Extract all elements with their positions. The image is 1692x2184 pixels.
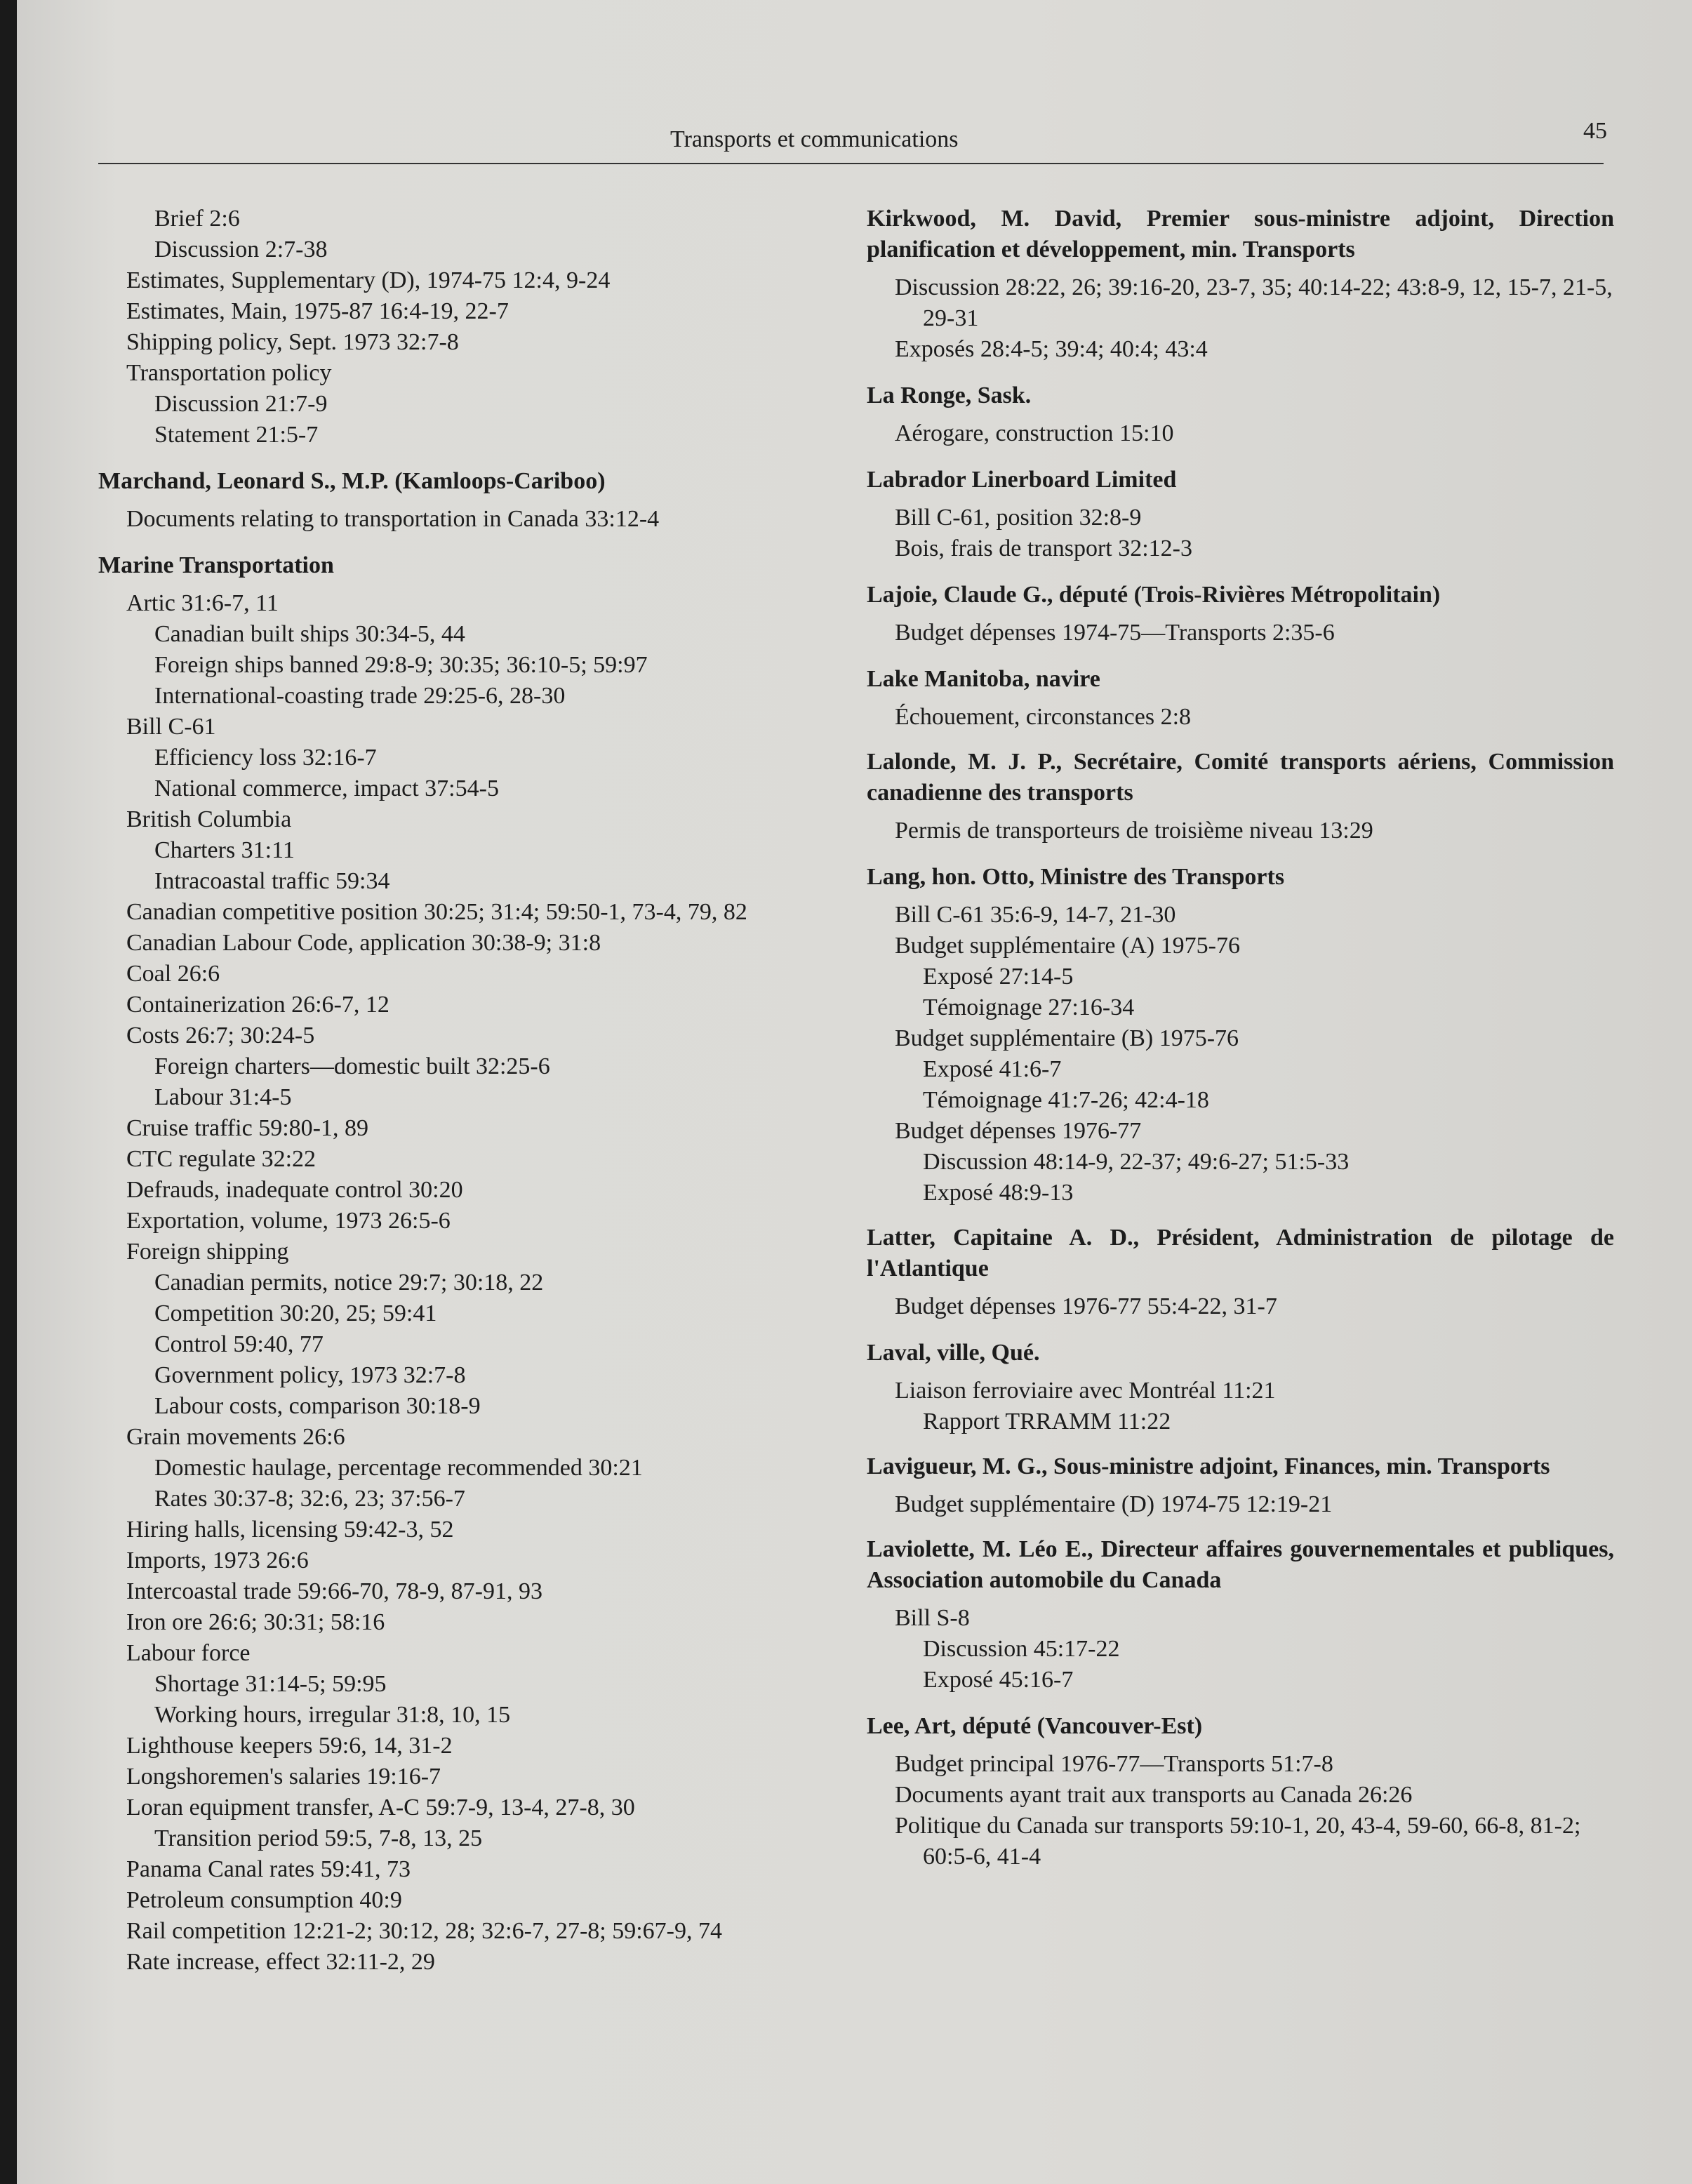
- index-entry: Liaison ferroviaire avec Montréal 11:21: [895, 1378, 1276, 1404]
- index-entry: Brief 2:6: [154, 206, 240, 232]
- index-entry: Shipping policy, Sept. 1973 32:7-8: [126, 329, 459, 355]
- index-entry: Rapport TRRAMM 11:22: [923, 1409, 1171, 1434]
- index-entry: Politique du Canada sur transports 59:10-1, 20, 43-4, 59-60, 66-8, 81-2; 60:5-6, 41-4: [895, 1813, 1581, 1870]
- index-entry: Labour 31:4-5: [154, 1084, 292, 1110]
- index-entry: Statement 21:5-7: [154, 422, 319, 448]
- index-heading: Marine Transportation: [98, 552, 334, 578]
- index-entry: Defrauds, inadequate control 30:20: [126, 1177, 463, 1203]
- index-heading: Laviolette, M. Léo E., Directeur affaires gouvernementales et publiques, Association automobile du Canada: [867, 1536, 1614, 1593]
- index-entry: Budget dépenses 1974-75—Transports 2:35-6: [895, 620, 1335, 646]
- index-entry: Government policy, 1973 32:7-8: [154, 1362, 466, 1388]
- index-entry: Foreign charters—domestic built 32:25-6: [154, 1053, 550, 1079]
- index-entry: Documents relating to transportation in Canada 33:12-4: [126, 506, 660, 532]
- index-entry: Labour force: [126, 1640, 251, 1666]
- index-column-right: [867, 204, 1614, 1872]
- index-entry: Bill S-8: [895, 1605, 970, 1631]
- index-entry: Bill C-61: [126, 714, 216, 740]
- index-entry: Discussion 21:7-9: [154, 391, 328, 417]
- index-entry: Competition 30:20, 25; 59:41: [154, 1300, 437, 1326]
- index-entry: Petroleum consumption 40:9: [126, 1887, 402, 1913]
- index-entry: Working hours, irregular 31:8, 10, 15: [154, 1702, 511, 1728]
- index-heading: La Ronge, Sask.: [867, 382, 1032, 408]
- index-entry: Discussion 28:22, 26; 39:16-20, 23-7, 35; 40:14-22; 43:8-9, 12, 15-7, 21-5, 29-31: [895, 274, 1613, 331]
- index-entry: Budget supplémentaire (D) 1974-75 12:19-21: [895, 1491, 1333, 1517]
- index-entry: Exposés 28:4-5; 39:4; 40:4; 43:4: [895, 336, 1208, 362]
- index-entry: Charters 31:11: [154, 837, 295, 863]
- index-heading: Lang, hon. Otto, Ministre des Transports: [867, 864, 1285, 890]
- index-entry: Échouement, circonstances 2:8: [895, 704, 1192, 730]
- index-entry: Exposé 45:16-7: [923, 1667, 1074, 1693]
- index-entry: Budget dépenses 1976-77: [895, 1118, 1142, 1144]
- index-heading: Lee, Art, député (Vancouver-Est): [867, 1713, 1203, 1739]
- page-header: [98, 118, 1607, 160]
- index-entry: Bois, frais de transport 32:12-3: [895, 535, 1192, 561]
- index-entry: Grain movements 26:6: [126, 1424, 345, 1450]
- index-entry: Labour costs, comparison 30:18-9: [154, 1393, 481, 1419]
- index-entry: Canadian Labour Code, application 30:38-9; 31:8: [126, 930, 601, 956]
- index-entry: Foreign shipping: [126, 1239, 289, 1265]
- index-entry: Control 59:40, 77: [154, 1331, 324, 1357]
- index-entry: Discussion 2:7-38: [154, 237, 328, 262]
- index-entry: Budget supplémentaire (B) 1975-76: [895, 1025, 1239, 1051]
- index-entry: Discussion 48:14-9, 22-37; 49:6-27; 51:5-33: [923, 1149, 1350, 1175]
- header-rule: [98, 163, 1604, 164]
- index-entry: Domestic haulage, percentage recommended 30:21: [154, 1455, 643, 1481]
- page-number: 45: [1583, 118, 1607, 144]
- index-entry: Exportation, volume, 1973 26:5-6: [126, 1208, 451, 1234]
- index-entry: Transition period 59:5, 7-8, 13, 25: [154, 1825, 483, 1851]
- running-title: Transports et communications: [670, 126, 959, 152]
- index-entry: Coal 26:6: [126, 961, 220, 987]
- index-column-left: [98, 204, 835, 1978]
- index-entry: Imports, 1973 26:6: [126, 1547, 309, 1573]
- index-entry: Loran equipment transfer, A-C 59:7-9, 13-4, 27-8, 30: [126, 1795, 635, 1820]
- index-entry: Bill C-61, position 32:8-9: [895, 505, 1142, 531]
- index-entry: Discussion 45:17-22: [923, 1636, 1120, 1662]
- index-entry: Lighthouse keepers 59:6, 14, 31-2: [126, 1733, 453, 1759]
- index-entry: Rates 30:37-8; 32:6, 23; 37:56-7: [154, 1486, 465, 1512]
- index-entry: Rail competition 12:21-2; 30:12, 28; 32:6-7, 27-8; 59:67-9, 74: [126, 1918, 722, 1944]
- index-entry: Exposé 27:14-5: [923, 964, 1074, 990]
- index-entry: Permis de transporteurs de troisième niveau 13:29: [895, 818, 1373, 844]
- index-entry: Canadian competitive position 30:25; 31:4; 59:50-1, 73-4, 79, 82: [126, 899, 747, 925]
- index-heading: Lavigueur, M. G., Sous-ministre adjoint, Finances, min. Transports: [867, 1453, 1550, 1479]
- index-entry: British Columbia: [126, 806, 292, 832]
- index-entry: Transportation policy: [126, 360, 332, 386]
- index-heading: Marchand, Leonard S., M.P. (Kamloops-Cariboo): [98, 468, 606, 494]
- index-heading: Lalonde, M. J. P., Secrétaire, Comité transports aériens, Commission canadienne des transports: [867, 749, 1614, 806]
- index-entry: Iron ore 26:6; 30:31; 58:16: [126, 1609, 385, 1635]
- index-entry: Canadian built ships 30:34-5, 44: [154, 621, 465, 647]
- index-entry: Costs 26:7; 30:24-5: [126, 1023, 315, 1048]
- index-entry: Efficiency loss 32:16-7: [154, 745, 377, 771]
- index-entry: Cruise traffic 59:80-1, 89: [126, 1115, 368, 1141]
- index-heading: Lake Manitoba, navire: [867, 666, 1100, 692]
- index-entry: Artic 31:6-7, 11: [126, 590, 279, 616]
- index-entry: Documents ayant trait aux transports au Canada 26:26: [895, 1782, 1413, 1808]
- index-entry: Panama Canal rates 59:41, 73: [126, 1856, 411, 1882]
- index-heading: Kirkwood, M. David, Premier sous-ministre adjoint, Direction planification et développement, min. Transports: [867, 206, 1614, 262]
- index-entry: Budget principal 1976-77—Transports 51:7-8: [895, 1751, 1333, 1777]
- index-entry: Témoignage 41:7-26; 42:4-18: [923, 1087, 1209, 1113]
- index-heading: Labrador Linerboard Limited: [867, 467, 1177, 493]
- index-entry: National commerce, impact 37:54-5: [154, 775, 499, 801]
- index-entry: Intercoastal trade 59:66-70, 78-9, 87-91, 93: [126, 1578, 542, 1604]
- index-heading: Latter, Capitaine A. D., Président, Administration de pilotage de l'Atlantique: [867, 1225, 1614, 1281]
- index-entry: Budget dépenses 1976-77 55:4-22, 31-7: [895, 1293, 1277, 1319]
- index-entry: Exposé 48:9-13: [923, 1180, 1074, 1206]
- index-entry: Rate increase, effect 32:11-2, 29: [126, 1949, 435, 1975]
- index-entry: Foreign ships banned 29:8-9; 30:35; 36:10-5; 59:97: [154, 652, 648, 678]
- index-entry: Longshoremen's salaries 19:16-7: [126, 1764, 441, 1790]
- index-entry: Intracoastal traffic 59:34: [154, 868, 390, 894]
- index-entry: Estimates, Supplementary (D), 1974-75 12:4, 9-24: [126, 267, 611, 293]
- index-entry: Témoignage 27:16-34: [923, 994, 1135, 1020]
- index-heading: Lajoie, Claude G., député (Trois-Rivières Métropolitain): [867, 582, 1441, 608]
- index-heading: Laval, ville, Qué.: [867, 1340, 1040, 1366]
- index-entry: Bill C-61 35:6-9, 14-7, 21-30: [895, 902, 1176, 928]
- index-entry: Estimates, Main, 1975-87 16:4-19, 22-7: [126, 298, 509, 324]
- index-entry: International-coasting trade 29:25-6, 28-30: [154, 683, 566, 709]
- index-entry: Aérogare, construction 15:10: [895, 420, 1174, 446]
- index-entry: CTC regulate 32:22: [126, 1146, 317, 1172]
- index-entry: Hiring halls, licensing 59:42-3, 52: [126, 1517, 454, 1543]
- index-entry: Budget supplémentaire (A) 1975-76: [895, 933, 1240, 959]
- index-entry: Shortage 31:14-5; 59:95: [154, 1671, 387, 1697]
- index-entry: Exposé 41:6-7: [923, 1056, 1062, 1082]
- index-entry: Containerization 26:6-7, 12: [126, 992, 389, 1018]
- index-entry: Canadian permits, notice 29:7; 30:18, 22: [154, 1270, 544, 1296]
- book-spine: [0, 0, 17, 2184]
